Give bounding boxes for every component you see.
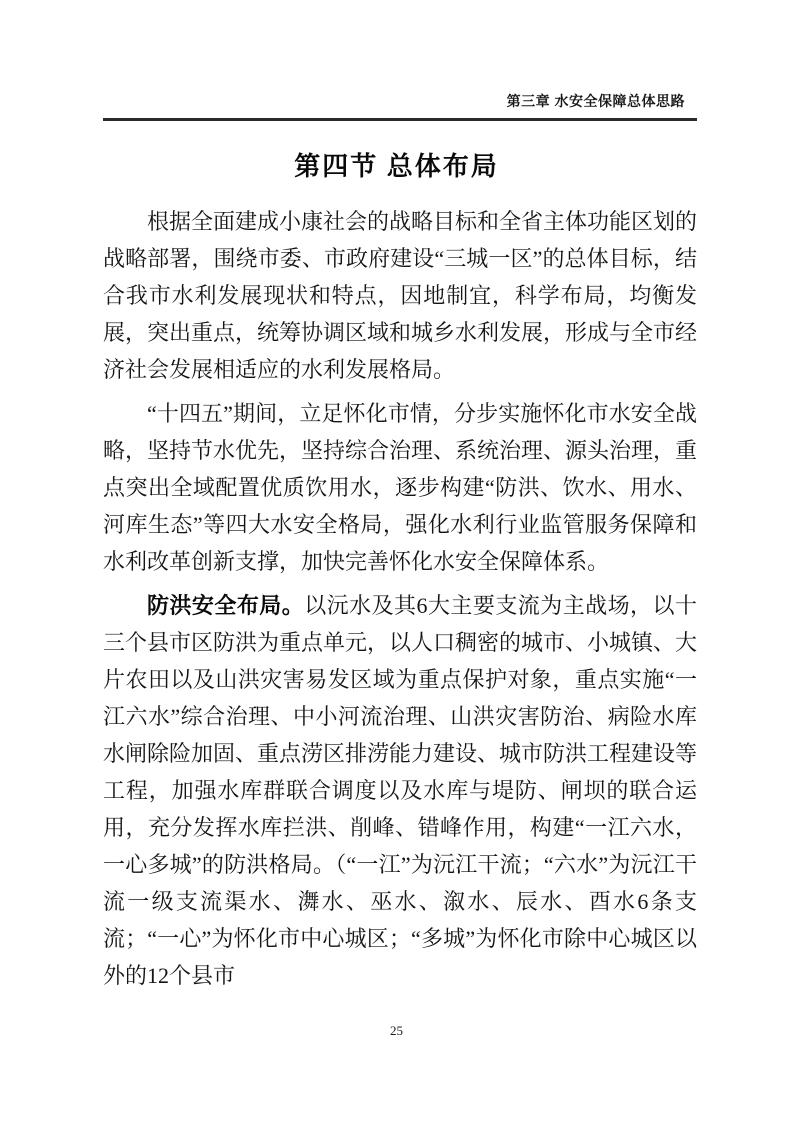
running-header: 第三章 水安全保障总体思路: [506, 93, 685, 109]
paragraph-flood-control-lead: 防洪安全布局。: [147, 593, 305, 618]
paragraph-flood-control-layout: [103, 587, 697, 994]
paragraph-flood-control-text: 以沅水及其6大主要支流为主战场，以十三个县市区防洪为重点单元，以人口稠密的城市、小城镇、大片农田以及山洪灾害易发区域为重点保护对象，重点实施“一江六水”综合治理、中小河流治理、山洪灾害防治、病险水库水闸除险加固、重点涝区排涝能力建设、城市防洪工程建设等工程，加强水库群联合调度以及水库与堤防、闸坝的联合运用，充分发挥水库拦洪、削峰、错峰作用，构建“一江六水，一心多城”的防洪格局。（“一江”为沅江干流；“六水”为沅江干流一级支流渠水、㵲水、巫水、溆水、辰水、酉水6条支流；“一心”为怀化市中心城区；“多城”为怀化市除中心城区以外的12个县市: [103, 593, 698, 988]
paragraph-14th-five-year: “十四五”期间，立足怀化市情，分步实施怀化市水安全战略，坚持节水优先，坚持综合治理、系统治理、源头治理，重点突出全域配置优质饮用水，逐步构建“防洪、饮水、用水、河库生态”等四大水安全格局，强化水利行业监管服务保障和水利改革创新支撑，加快完善怀化水安全保障体系。: [103, 401, 698, 574]
document-body: [103, 203, 697, 994]
section-title: 第四节 总体布局: [294, 152, 499, 181]
page-number: 25: [390, 1023, 403, 1038]
paragraph-overall-layout: 根据全面建成小康社会的战略目标和全省主体功能区划的战略部署，围绕市委、市政府建设“三城一区”的总体目标，结合我市水利发展现状和特点，因地制宜，科学布局，均衡发展，突出重点，统筹协调区域和城乡水利发展，形成与全市经济社会发展相适应的水利发展格局。: [103, 209, 698, 382]
header-rule: [103, 118, 697, 121]
